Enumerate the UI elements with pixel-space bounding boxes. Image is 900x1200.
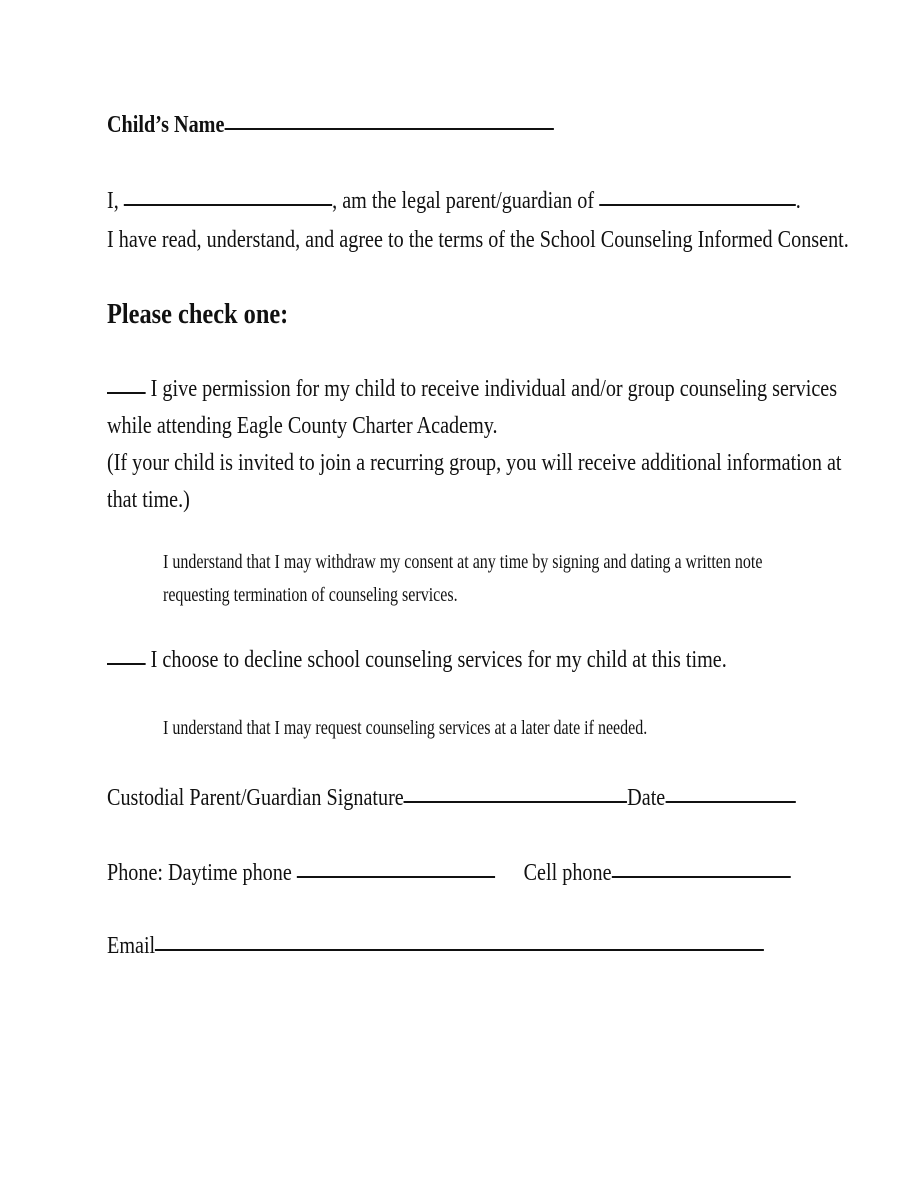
date-field[interactable]	[665, 801, 795, 803]
decline-option-text: I choose to decline school counseling services for my child at this time.	[150, 647, 727, 673]
guardian-name-field[interactable]	[124, 204, 332, 206]
please-check-heading: Please check one:	[107, 298, 289, 330]
child-name-field[interactable]	[599, 204, 796, 206]
decline-option-row	[107, 647, 727, 674]
withdraw-note-line-1: I understand that I may withdraw my consent at any time by signing and dating a written note	[163, 551, 763, 573]
guardian-middle-text: , am the legal parent/guardian of	[332, 188, 595, 214]
permission-checkbox-blank[interactable]	[107, 392, 146, 394]
date-label: Date	[627, 785, 666, 811]
permission-line-2: while attending Eagle County Charter Academy.	[107, 413, 498, 439]
phone-row	[107, 860, 790, 887]
guardian-statement-row	[107, 188, 801, 215]
permission-line-3: (If your child is invited to join a recurring group, you will receive additional information at	[107, 450, 842, 476]
email-label: Email	[107, 933, 156, 959]
signature-label: Custodial Parent/Guardian Signature	[107, 785, 404, 811]
cell-phone-field[interactable]	[612, 876, 791, 878]
childs-name-row	[107, 112, 554, 139]
permission-line-1: I give permission for my child to receive individual and/or group counseling services	[150, 376, 838, 402]
guardian-prefix: I,	[107, 188, 119, 214]
withdraw-note-line-2: requesting termination of counseling services.	[163, 584, 458, 606]
later-request-note: I understand that I may request counseling services at a later date if needed.	[163, 717, 648, 739]
email-field[interactable]	[155, 949, 764, 951]
daytime-phone-label: Phone: Daytime phone	[107, 860, 292, 886]
cell-phone-label: Cell phone	[523, 860, 612, 886]
email-row	[107, 933, 764, 960]
daytime-phone-field[interactable]	[297, 876, 495, 878]
decline-checkbox-blank[interactable]	[107, 663, 146, 665]
signature-field[interactable]	[404, 801, 627, 803]
signature-row	[107, 785, 795, 812]
guardian-suffix: .	[795, 188, 801, 214]
childs-name-label: Child’s Name	[107, 112, 225, 138]
childs-name-field[interactable]	[224, 128, 553, 130]
agree-statement: I have read, understand, and agree to the terms of the School Counseling Informed Consent.	[107, 227, 849, 253]
permission-option-row	[107, 376, 837, 403]
permission-line-4: that time.)	[107, 487, 190, 513]
